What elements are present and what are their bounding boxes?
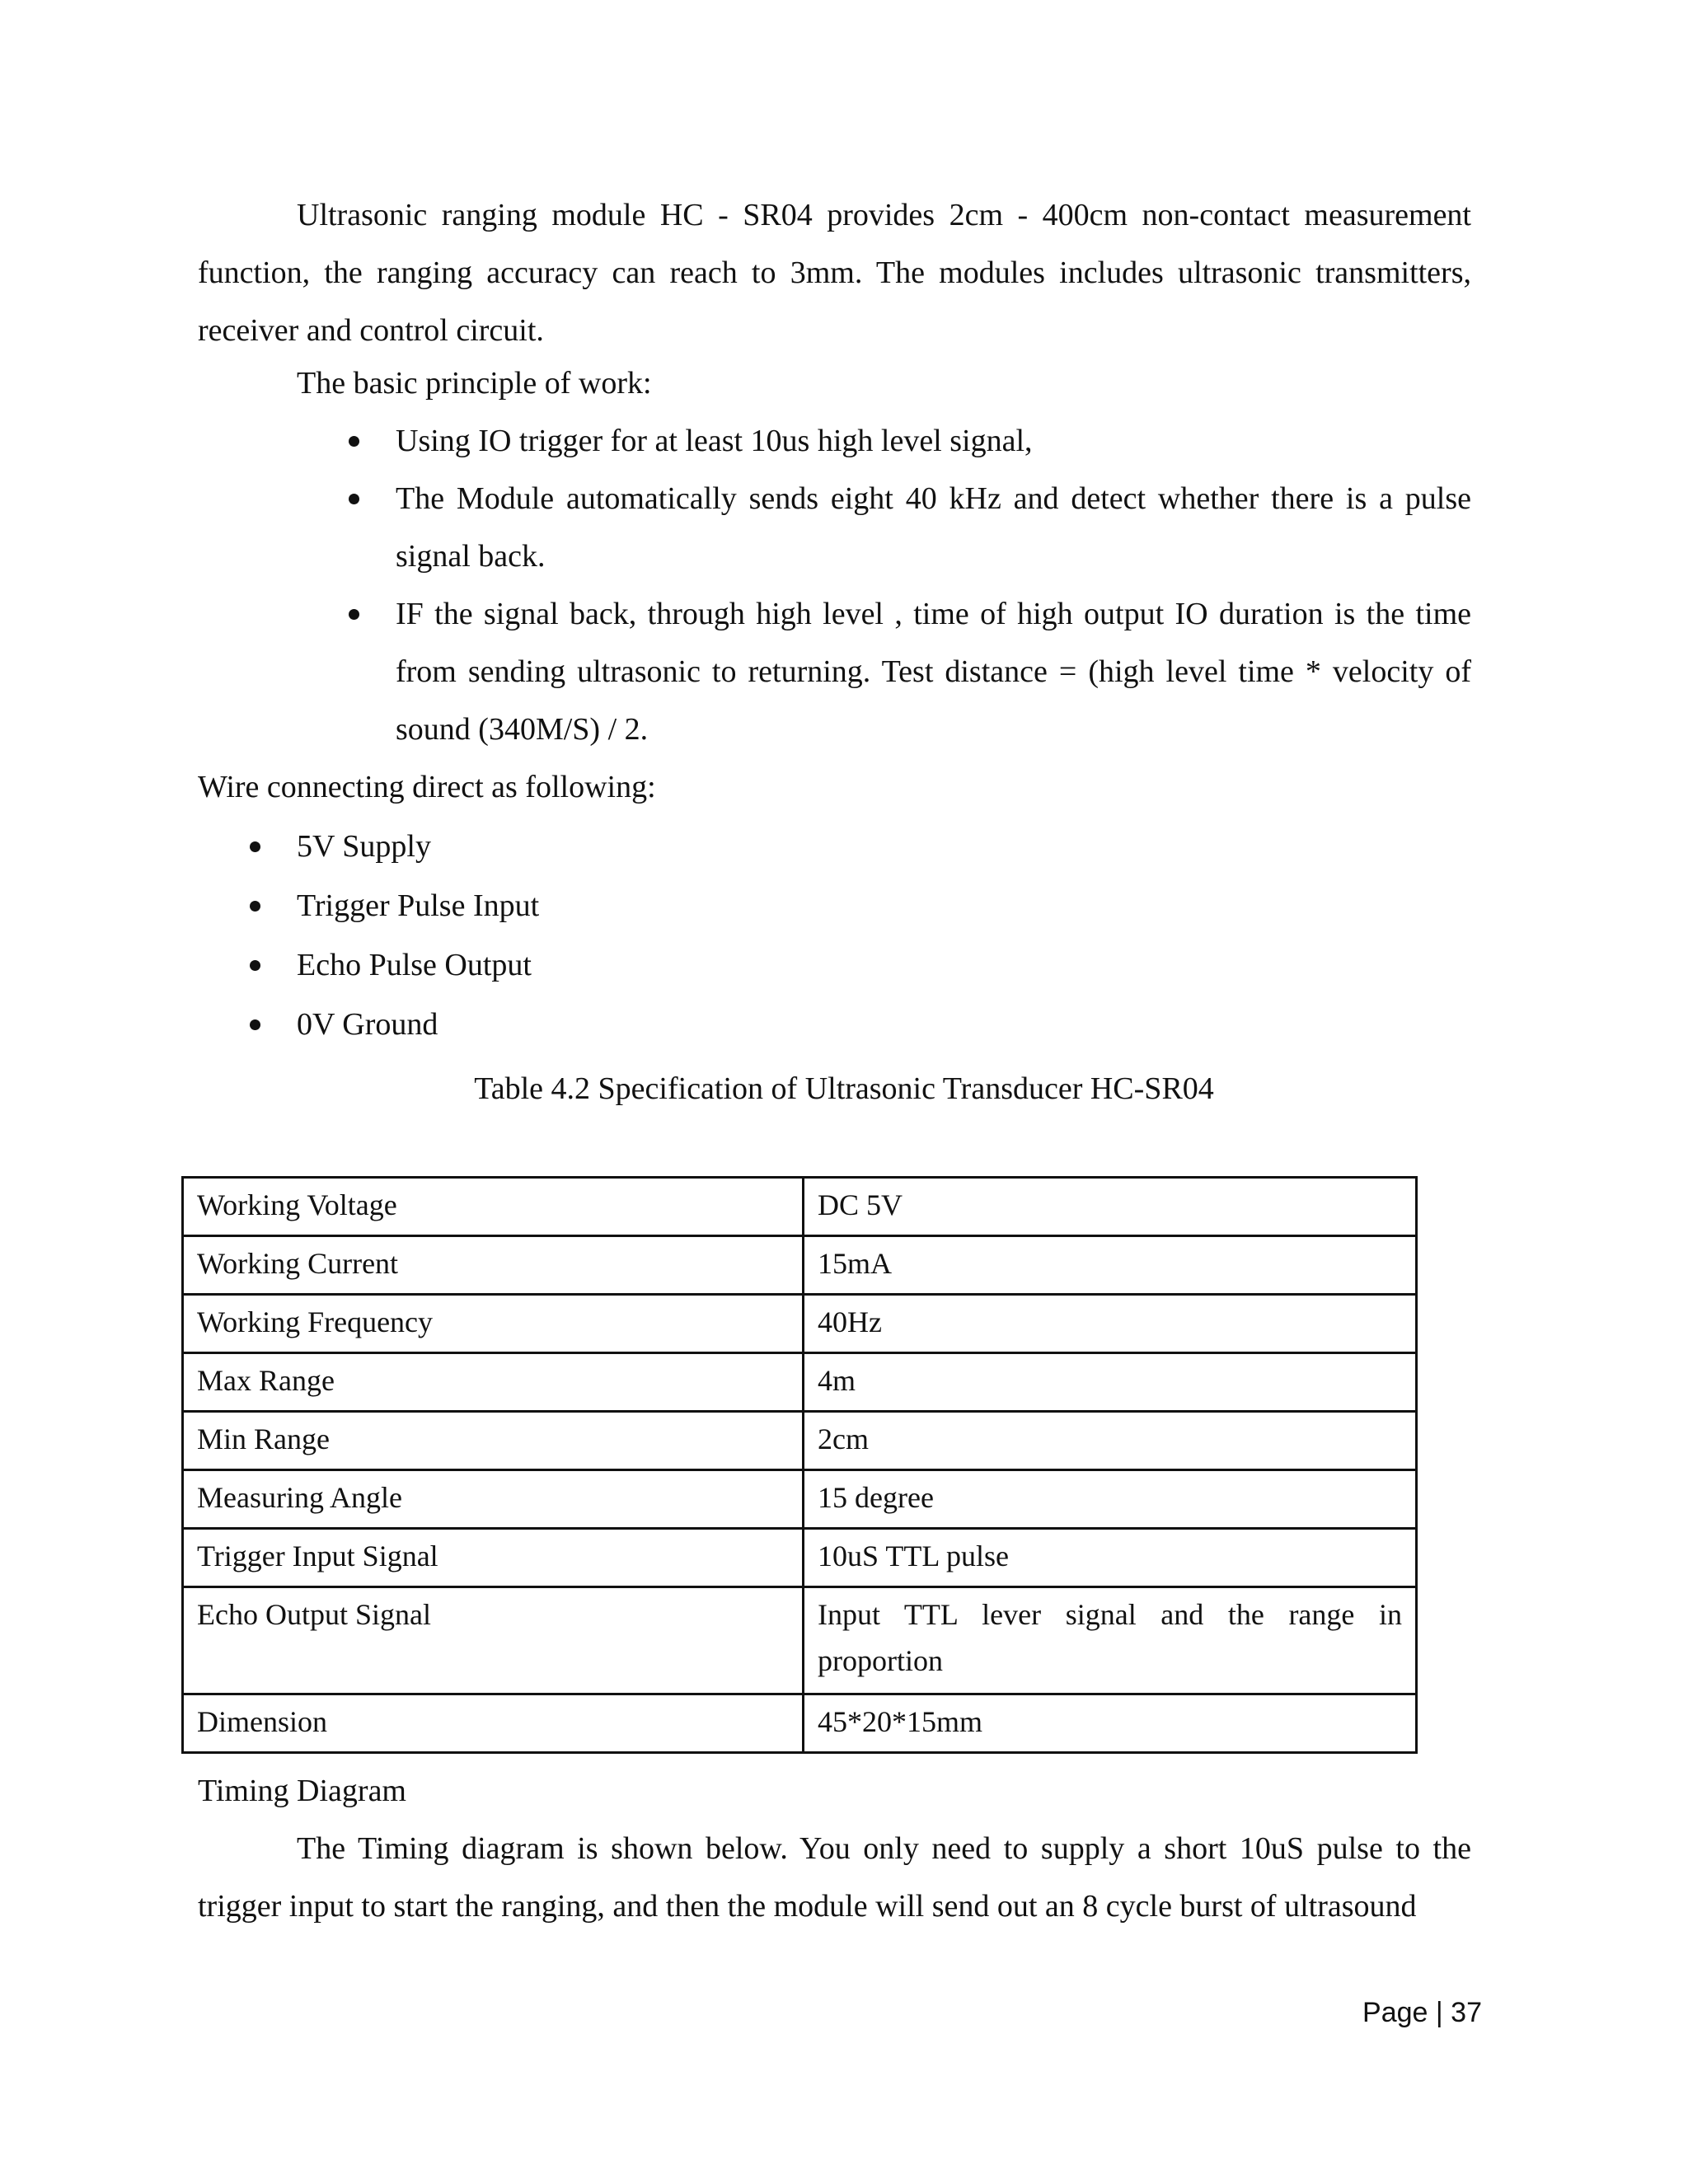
param-cell: Trigger Input Signal	[183, 1529, 804, 1587]
page-number: Page | 37	[1362, 1997, 1482, 2028]
value-cell: 15mA	[804, 1236, 1417, 1295]
intro-paragraph: Ultrasonic ranging module HC - SR04 provides 2cm - 400cm non-contact measurement function, the ranging accuracy can reach to 3mm. The modules includes ultrasonic transmitters, receiver and control circuit.	[198, 198, 1471, 348]
list-item-text: 5V Supply	[297, 829, 431, 864]
table-row	[183, 1178, 1417, 1236]
timing-heading: Timing Diagram	[198, 1774, 406, 1808]
param-cell: Max Range	[183, 1353, 804, 1412]
param-cell: Dimension	[183, 1694, 804, 1753]
wiring-list	[297, 818, 956, 1055]
value-cell: 45*20*15mm	[804, 1694, 1417, 1753]
table-row	[183, 1236, 1417, 1295]
bullet-icon	[349, 494, 359, 504]
param-cell: Working Voltage	[183, 1178, 804, 1236]
table-row	[183, 1295, 1417, 1353]
bullet-icon	[250, 901, 260, 912]
list-item-text: Using IO trigger for at least 10us high level signal,	[396, 424, 1033, 458]
value-cell: 15 degree	[804, 1470, 1417, 1529]
list-item	[396, 470, 1471, 585]
bullet-icon	[250, 960, 260, 971]
value-cell: 40Hz	[804, 1295, 1417, 1353]
principle-list	[396, 412, 1471, 758]
table-caption: Table 4.2 Specification of Ultrasonic Transducer HC-SR04	[474, 1071, 1214, 1106]
principle-heading: The basic principle of work:	[297, 366, 652, 401]
timing-paragraph: The Timing diagram is shown below. You only need to supply a short 10uS pulse to the trigger input to start the ranging, and then the module will send out an 8 cycle burst of ultrasound	[198, 1831, 1471, 1924]
param-cell: Min Range	[183, 1412, 804, 1470]
list-item-text: Trigger Pulse Input	[297, 888, 540, 923]
table-row	[183, 1470, 1417, 1529]
list-item-text: The Module automatically sends eight 40 kHz and detect whether there is a pulse signal back.	[396, 481, 1471, 574]
param-cell: Working Current	[183, 1236, 804, 1295]
list-item	[297, 877, 956, 936]
list-item	[396, 585, 1471, 758]
value-cell: Input TTL lever signal and the range in proportion	[804, 1587, 1417, 1694]
list-item	[297, 996, 956, 1055]
list-item-text: 0V Ground	[297, 1007, 438, 1042]
spec-table	[181, 1176, 1418, 1754]
wiring-heading: Wire connecting direct as following:	[198, 770, 656, 804]
param-cell: Measuring Angle	[183, 1470, 804, 1529]
bullet-icon	[250, 1019, 260, 1030]
list-item	[396, 412, 1471, 470]
table-row	[183, 1353, 1417, 1412]
value-cell: 10uS TTL pulse	[804, 1529, 1417, 1587]
table-row	[183, 1694, 1417, 1753]
value-cell: 2cm	[804, 1412, 1417, 1470]
value-cell: 4m	[804, 1353, 1417, 1412]
param-cell: Working Frequency	[183, 1295, 804, 1353]
list-item-text: IF the signal back, through high level , time of high output IO duration is the time from sending ultrasonic to returning. Test distance = (high level time * velocity of sound (340M/S) / 2.	[396, 597, 1471, 747]
list-item-text: Echo Pulse Output	[297, 948, 532, 982]
bullet-icon	[250, 841, 260, 852]
bullet-icon	[349, 436, 359, 447]
table-row	[183, 1587, 1417, 1694]
table-row	[183, 1529, 1417, 1587]
table-row	[183, 1412, 1417, 1470]
list-item	[297, 818, 956, 877]
bullet-icon	[349, 609, 359, 620]
value-cell: DC 5V	[804, 1178, 1417, 1236]
param-cell: Echo Output Signal	[183, 1587, 804, 1694]
list-item	[297, 936, 956, 996]
